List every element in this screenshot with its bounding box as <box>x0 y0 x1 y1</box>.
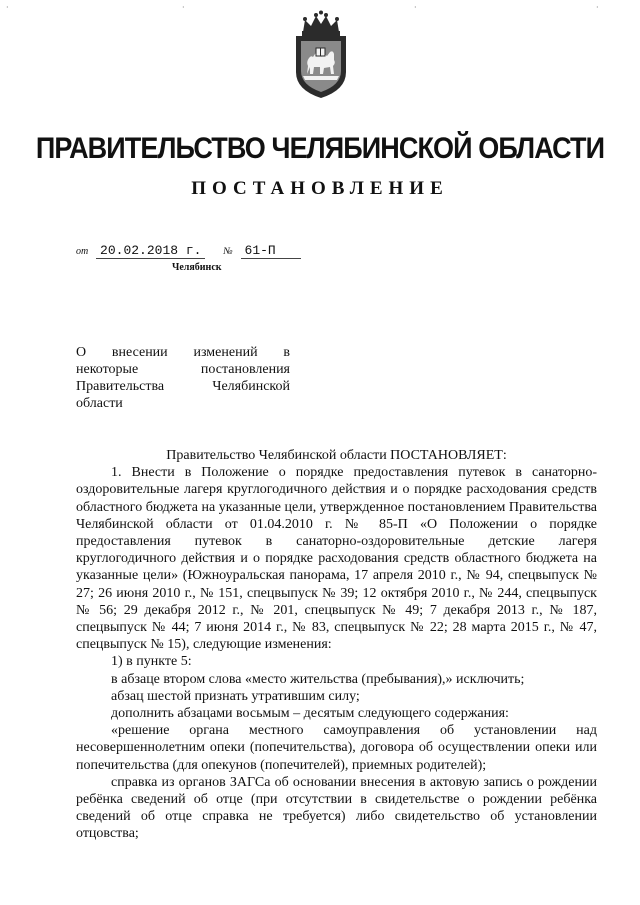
document-city: Челябинск <box>172 262 222 273</box>
document-date: 20.02.2018 г. <box>96 243 205 259</box>
body-paragraph: дополнить абзацами восьмым – десятым следующего содержания: <box>111 706 509 722</box>
body-paragraph: абзац шестой признать утратившим силу; <box>111 688 360 704</box>
number-prefix: № <box>223 246 233 257</box>
body-paragraph: справка из органов ЗАГСа об основании внесения в актовую запись о рождении ребёнка сведений об отце (при отсутствии в свидетельстве о рождении ребёнка сведений об отце справка не требуется) либо свидетельство об установлении отцовства; <box>76 774 597 842</box>
body-paragraph: 1) в пункте 5: <box>111 654 192 670</box>
organization-title: ПРАВИТЕЛЬСТВО ЧЕЛЯБИНСКОЙ ОБЛАСТИ <box>35 132 605 165</box>
subject-line: О внесении изменений в <box>76 345 290 360</box>
document-number: 61-П <box>241 243 301 259</box>
coat-of-arms-icon <box>290 10 352 100</box>
resolution-intro: Правительство Челябинской области ПОСТАНОВЛЯЕТ: <box>166 448 507 463</box>
document-type-title: ПОСТАНОВЛЕНИЕ <box>191 178 449 199</box>
body-paragraph: в абзаце втором слова «место жительства (пребывания),» исключить; <box>111 671 525 687</box>
subject-line: Правительства Челябинской <box>76 379 290 394</box>
document-subject <box>76 344 290 412</box>
document-body <box>76 447 597 843</box>
subject-line: некоторые постановления <box>76 362 290 377</box>
body-paragraph: «решение органа местного самоуправления об установлении над несовершеннолетним опеки (попечительства), договора об осуществлении опеки или попечительства (для опекунов (попечителей), приемных родителей); <box>76 723 597 773</box>
document-meta-line <box>76 243 301 259</box>
subject-line: области <box>76 396 123 411</box>
body-paragraph: 1. Внести в Положение о порядке предоставления путевок в санаторно-оздоровительные лагеря круглогодичного действия и о порядке расходования средств областного бюджета на указанные цели, утвержденное постановлением Правительства Челябинской области от 01.04.2010 г. № 85-П «О Положении о порядке предоставления путевок в санаторно-оздоровительные детские лагеря круглогодичного действия и о порядке расходования средств областного бюджета на указанные цели» (Южноуральская панорама, 17 апреля 2010 г., № 94, спецвыпуск № 27; 26 июня 2010 г., № 151, спецвыпуск № 39; 12 октября 2010 г., № 244, спецвыпуск № 56; 29 декабря 2012 г., № 201, спецвыпуск № 49; 7 декабря 2013 г., № 187, спецвыпуск № 44; 7 июня 2014 г., № 83, спецвыпуск № 22; 28 марта 2015 г., № 47, спецвыпуск № 15), следующие изменения: <box>76 465 597 653</box>
date-prefix: от <box>76 246 89 257</box>
